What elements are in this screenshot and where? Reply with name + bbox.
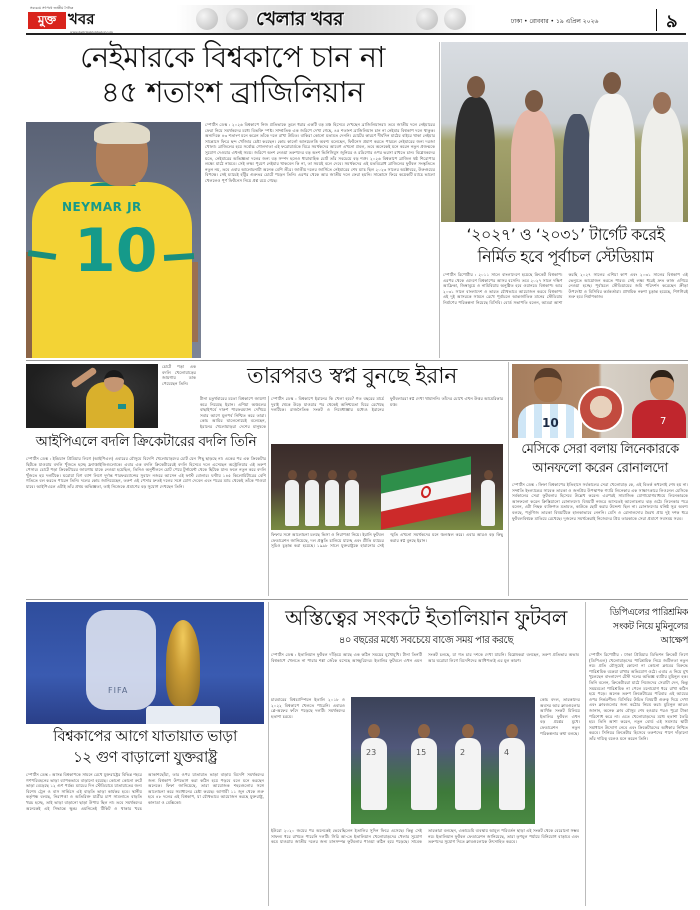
headline-line: মেসিকে সেরা বলায় লিনেকারকে — [521, 442, 679, 457]
headline-line: বিশ্বকাপের আগে যাতায়াত ভাড়া — [53, 727, 237, 745]
messi-shirt-number: 10 — [542, 416, 559, 430]
player-figure — [455, 738, 481, 810]
photo-detail — [511, 110, 555, 222]
photo-detail — [525, 90, 543, 112]
shirt-number: 2 — [460, 748, 466, 757]
headline-line: আক্ষেপ — [660, 635, 688, 646]
headline-line: সংকট নিয়ে মুমিনুলের — [612, 621, 688, 632]
photo-detail — [305, 480, 319, 526]
photo-stadium-visit[interactable] — [441, 42, 688, 222]
headline-mominul[interactable] — [589, 606, 688, 648]
photo-iran-team[interactable] — [271, 444, 503, 530]
photo-cricketer[interactable] — [26, 364, 158, 428]
headline-wc-travel[interactable] — [26, 726, 264, 768]
headline-line: ‘২০২৭’ ও ‘২০৩১’ টার্গেট করেই — [466, 225, 665, 244]
photo-neymar[interactable] — [26, 122, 201, 358]
player-figure — [499, 738, 525, 810]
football-icon — [416, 8, 438, 30]
shirt-number: 15 — [416, 748, 427, 757]
sports-collage-icon — [444, 8, 466, 30]
photo-detail — [86, 610, 156, 710]
section-divider — [26, 599, 688, 600]
story-body: কোচ বদল, তারকাদের অবসর আর ক্লাবগুলোর আর্থিক সংকট মিলিয়ে ইতালির ফুটবল এখন বড় প্রশ্নের মুখে। ফেডারেশন নতুন পরিকল্পনার কথা বলছে। — [540, 697, 580, 736]
photo-detail — [146, 706, 220, 724]
headline-line: আনফলো করেন রোনালদো — [532, 461, 668, 476]
player-figure — [411, 738, 437, 810]
column-divider — [268, 396, 269, 596]
story-body: স্পোর্টস ডেস্ক : ইতালিয়ান ফুটবল দাঁড়িয়ে আছে এক কঠিন সময়ের মুখোমুখি। টানা তিনটি বিশ্বকাপে খেলতে না পারার শঙ্কা জেঁকে বসেছে আজ্জুরিদের। ইতালির ফুটবলে এখন এমন সংকট চলছে, যা গত চার দশকে দেখা যায়নি। বিশ্লেষকরা বলছেন, তরুণ প্রতিভার অভাব আর ঘরোয়া লিগে বিদেশিদের আধিপত্যই এর মূল কারণ। — [271, 652, 579, 663]
column-divider — [439, 42, 440, 358]
story-body: স্পোর্টস ডেস্ক : আসন্ন বিশ্বকাপকে সামনে রেখে যুক্তরাষ্ট্রের বিভিন্ন শহরে গণপরিবহনের ভাড়া ব্যাপকভাবে বাড়ানো হয়েছে। কোনো কোনো রুটে ভাড়া বেড়েছে ১২ গুণ পর্যন্ত। ম্যাচের দিন স্টেডিয়ামে যাতায়াতের জন্য বিশেষ ট্রেন ও বাস সার্ভিসে এই বাড়তি ভাড়া কার্যকর হবে। স্থানীয় কর্তৃপক্ষ বলছে, নিরাপত্তা ও অতিরিক্ত যাত্রীর চাপ সামলাতে বাড়তি খরচ হচ্ছে, তাই ভাড়া বাড়ানো ছাড়া উপায় ছিল না। তবে সমর্থকদের অনেকেই এই সিদ্ধান্তে ক্ষুব্ধ। এমনিতেই টিকিট ও থাকার খরচ আকাশছোঁয়া, তার ওপর যাতায়াত ভাড়া বাড়ায় বিদেশি সমর্থকদের জন্য বিশ্বকাপ উপভোগ করা কঠিন হয়ে পড়বে বলে মনে করছেন অনেকে। ফিফা জানিয়েছে, তারা আয়োজক শহরগুলোর সঙ্গে আলোচনা করে সমাধানের চেষ্টা করছে। আগামী ১১ জুন থেকে শুরু হবে ৪৮ দলের এই বিশ্বকাপ, যা যৌথভাবে আয়োজন করছে যুক্তরাষ্ট্র, কানাডা ও মেক্সিকো। — [26, 772, 264, 811]
shirt-number: 23 — [366, 748, 377, 757]
headline-line: ডিপিএলের পারিশ্রমিক — [609, 607, 688, 618]
story-body: স্পোর্টস রিপোর্টার : ২০১১ সালে বাংলাদেশে হয়েছে ক্রিকেট বিশ্বকাপ। এরপর থেকে এদেশে বিশ্বকাপের আসর বসেনি। তবে ২০২৭ সালে দক্ষিণ আফ্রিকা, জিম্বাবুয়ে ও নামিবিয়ায় অনুষ্ঠিত হবে ওয়ানডে বিশ্বকাপ। আর ২০৩১ সালে বাংলাদেশ ও ভারত যৌথভাবে আয়োজন করবে বিশ্বকাপ। এই দুই আসরকে সামনে রেখে পূর্বাচলে আন্তর্জাতিক মানের স্টেডিয়াম নির্মাণের পরিকল্পনা নিয়েছে বিসিবি। বোর্ড সভাপতি বলেন, আমরা আশা করছি ২০২৭ সালের এশিয়া কাপ এবং ২০৩১ সালের বিশ্বকাপ এই ভেন্যুতে আয়োজন করতে পারব। সেই লক্ষ্য ধরেই দ্রুত কাজ এগিয়ে নেওয়া হচ্ছে। পূর্বাচলে স্টেডিয়ামের জমি পরিদর্শন করেছেন ক্রীড়া উপদেষ্টা ও বিসিবির কর্মকর্তারা। প্রাথমিক নকশা চূড়ান্ত হয়েছে, শিগগিরই শুরু হবে নির্মাণকাজ। — [443, 272, 688, 305]
subheadline-italy: ৪০ বছরের মধ্যে সবচেয়ে বাজে সময় পার করছে — [338, 635, 514, 646]
photo-detail — [632, 400, 686, 438]
headline-line: নির্মিত হবে পূর্বাচল স্টেডিয়াম — [477, 247, 654, 266]
section-title: খেলার খবর — [256, 8, 343, 30]
jersey-name: NEYMAR JR — [62, 200, 142, 214]
dateline: ঢাকা • রোববার • ১৯ এপ্রিল ২০২৬ — [511, 18, 599, 25]
ronaldo-shirt-number: 7 — [660, 416, 667, 427]
photo-detail — [325, 480, 339, 526]
fifa-label: FIFA — [108, 686, 129, 695]
logo-wordmark: খবর — [68, 10, 95, 28]
headline-stadium[interactable] — [443, 224, 688, 268]
story-body: ফিফার সঙ্গে আলোচনা চলছে ভিসা ও নিরাপত্তা নিয়ে। ইরানি ফুটবল ফেডারেশন জানিয়েছে, দল প্রস্তুতি চালিয়ে যাচ্ছে এবং প্রীতি ম্যাচের সূচিও চূড়ান্ত করা হয়েছে। ১৯৯৮ সালে যুক্তরাষ্ট্রকে হারানোর সেই স্মৃতি এখনো সমর্থকদের মনে জ্বলজ্বল করে। এবার আরও বড় কিছু করার স্বপ্ন বুনছে ইরান। — [271, 532, 503, 549]
photo-world-cup-trophy[interactable] — [26, 602, 264, 724]
photo-jersey — [32, 182, 192, 358]
column-divider — [585, 602, 586, 906]
story-side-text: চোটে পড়া এক বদলি খেলোয়াড়ের জায়গায় ডাক পেয়েছেন তিনি। — [162, 364, 196, 386]
story-body: স্পোর্টস ডেস্ক : ইন্ডিয়ান প্রিমিয়ার লিগে (আইপিএল) এবারের মৌসুমে বিদেশি খেলোয়াড়দের চোট যেন পিছু ছাড়ছে না। একের পর এক ক্রিকেটার ছিটকে যাওয়ায় বদলি খুঁজতে হচ্ছে ফ্র্যাঞ্চাইজিগুলোকে। এবার এক বদলি ক্রিকেটারেরই বদলি হিসেবে দলে এসেছেন অস্ট্রেলিয়ার এই তরুণ পেসার। চোটে পড়া ক্রিকেটারের জায়গায় যাকে নেওয়া হয়েছিল, তিনিও অনুশীলনে চোট পেয়ে টুর্নামেন্ট থেকে ছিটকে যান। ফলে নতুন করে বদলি খুঁজতে হয় দলটিকে। ঘরোয়া বিগ ব্যাশ লিগে দুর্দান্ত পারফরম্যান্সের সুবাদে নজরে আসেন এই ফাস্ট বোলার। ঘণ্টায় ১৪৫ কিলোমিটারের বেশি গতিতে বল করতে পারেন তিনি। দলের কোচ জানিয়েছেন, তরুণ এই পেসার দ্রুতই দলের সঙ্গে যোগ দেবেন এবং পরের ম্যাচ থেকেই তাঁকে পাওয়া যাবে। আইপিএলে এটাই তাঁর প্রথম অভিজ্ঞতা, তাই নিজেকে প্রমাণের বড় সুযোগ দেখছেন তিনি। — [26, 456, 266, 489]
photo-detail — [94, 122, 150, 144]
section-banner — [176, 5, 476, 33]
photo-messi-ronaldo[interactable] — [512, 364, 688, 438]
logo-url: www.dailymuktokhabor.com — [70, 30, 113, 34]
shirt-number: 4 — [504, 748, 510, 757]
headline-line: ১২ গুণ বাড়ালো যুক্তরাষ্ট্র — [73, 748, 217, 766]
photo-detail — [28, 250, 57, 260]
story-body: স্পোর্টস ডেস্ক : ২০২৬ বিশ্বকাপে নিজ প্রতিভাকে তুলে ধরার একটি বড় মঞ্চ হিসেবে দেখছেন ব্রাজিলিয়ানরা। তবে জাতীয় দলে নেইমারের ফেরা নিয়ে সমর্থকদের মধ্যে বিভক্তি স্পষ্ট। সাম্প্রতিক এক জরিপে দেখা গেছে, ৪৫ শতাংশ ব্রাজিলিয়ান চান না নেইমার বিশ্বকাপ দলে থাকুক। অন্যদিকে ৪৩ শতাংশ মনে করেন তাঁকে দলে রাখা উচিত। বাকিরা কোনো মতামত দেননি। চোটের কারণে দীর্ঘদিন মাঠের বাইরে থাকা নেইমার সান্তোসে ফিরে ছন্দ খোঁজার চেষ্টা করছেন। কোচ কার্লো আনচেলত্তি অবশ্য বলেছেন, ফিটনেস প্রমাণ করতে পারলে নেইমারের জন্য দরজা খোলা। ব্রাজিলের হয়ে সর্বোচ্চ গোলদাতা এই ফরোয়ার্ডকে ঘিরে সমর্থকদের আবেগ এখনো প্রবল, তবে অনেকেই মনে করেন নতুন প্রজন্মকে সুযোগ দেওয়ার এখনই সময়। জরিপে অংশ নেওয়া তরুণদের বড় অংশ ভিনিসিয়ুস জুনিয়র ও রদ্রিগোর ওপর ভরসা রাখতে চান। বিশ্লেষকদের মতে, নেইমারের অভিজ্ঞতা দলের জন্য বড় সম্পদ হলেও ধারাবাহিক চোট তাঁর সবচেয়ে বড় শত্রু। ২০২৬ বিশ্বকাপে ব্রাজিল ষষ্ঠ শিরোপার লক্ষ্যে মাঠে নামবে। সেই লক্ষ্য পূরণে নেইমার থাকবেন কি না, তা সময়ই বলে দেবে। সমর্থকদের এই মতবিরোধ ব্রাজিলের ফুটবল সংস্কৃতিতে নতুন নয়, তবে এবার আলোচনাটা অনেক বেশি তীব্র। জাতীয় দলের জার্সিতে নেইমারের শেষ ম্যাচ ছিল ২০২৩ সালের অক্টোবরে, উরুগুয়ের বিপক্ষে। সেই ম্যাচেই হাঁটুর গুরুতর চোটে পড়েন তিনি। এরপর থেকে আর জাতীয় দলে ফেরা হয়নি। সান্তোসে ফিরে কয়েকটি ম্যাচে ভালো খেললেও পূর্ণ ফিটনেস নিয়ে প্রশ্ন রয়ে গেছে। — [205, 122, 435, 183]
column-divider — [268, 602, 269, 906]
photo-detail — [455, 97, 495, 222]
headline-ipl[interactable]: আইপিএলে বদলি ক্রিকেটারের বদলি তিনি — [35, 434, 257, 450]
story-body: চারবারের বিশ্বচ্যাম্পিয়ন ইতালি ২০১৮ ও ২০২২ বিশ্বকাপে খেলতে পারেনি। এবারও প্লে-অফের ফাঁদে পড়েছে দলটি। সমর্থকদের হতাশা চরমে। — [271, 697, 345, 719]
photo-detail — [563, 114, 591, 222]
story-body: স্পোর্টস ডেস্ক : ফিফা বিশ্বকাপের ইতিহাসে সর্বকালের সেরা খেলোয়াড় কে, এই বিতর্ক কখনোই শেষ হয় না। সম্প্রতি ইংল্যান্ডের সাবেক তারকা ও জনপ্রিয় উপস্থাপক গ্যারি লিনেকার এক সাক্ষাৎকারে লিওনেল মেসিকে সর্বকালের সেরা ফুটবলার হিসেবে উল্লেখ করেন। এরপরই সামাজিক যোগাযোগমাধ্যমে লিনেকারকে আনফলো করেন ক্রিস্তিয়ানো রোনালদো। বিষয়টি নজরে আসতেই আলোচনার ঝড় ওঠে। লিনেকার পরে বলেন, এটা নিছক ব্যক্তিগত মতামত, কাউকে ছোট করার উদ্দেশ্য ছিল না। রোনালদোর ঘনিষ্ঠ সূত্র অবশ্য বলছে, পর্তুগিজ তারকা বিষয়টিকে হালকাভাবে নেননি। মেসি ও রোনালদোর দ্বৈরথ প্রায় দুই দশক ধরে ফুটবলবিশ্বকে মাতিয়ে রেখেছে। দুজনের সমর্থকেরাই নিজেদের প্রিয় তারকাকে সেরা প্রমাণে সবসময় সরব। — [512, 482, 688, 521]
photo-detail — [650, 370, 674, 400]
sports-collage-icon — [196, 8, 218, 30]
photo-italy-players[interactable] — [351, 697, 535, 824]
photo-detail — [467, 76, 485, 98]
inset-portrait — [578, 386, 624, 432]
headline-line: নেইমারকে বিশ্বকাপে চান না — [80, 40, 385, 74]
page-number: ৯ — [666, 11, 678, 32]
photo-detail — [118, 404, 126, 409]
newspaper-logo[interactable] — [26, 6, 146, 34]
masthead — [26, 5, 686, 35]
sports-collage-icon — [226, 8, 248, 30]
logo-tagline: সবচেয়ে সৎপথে জাতীয় দৈনিক — [30, 6, 74, 10]
headline-messi-ronaldo[interactable] — [512, 440, 688, 478]
trophy-icon — [166, 620, 200, 706]
headline-iran[interactable]: তারপরও স্বপ্ন বুনছে ইরান — [247, 364, 457, 389]
story-body: স্পোর্টস ডেস্ক : বিশ্বকাপে ইরানের কি খেলা হবে? গত বছরের মার্চে দুবাই থেকে উড়ে যাওয়ার পর থেকেই অনিশ্চয়তা ঘিরে রেখেছে দলটিকে। রাজনৈতিক সংকট ও নিষেধাজ্ঞার মধ্যেও ইরানের ফুটবলাররা স্বপ্ন দেখা থামাননি। তাঁদের চোখে এখন উত্তর আমেরিকার মঞ্চ। — [271, 396, 503, 413]
photo-detail — [603, 72, 621, 94]
headline-italy[interactable]: অস্তিত্বের সংকটে ইতালিয়ান ফুটবল — [285, 606, 567, 630]
logo-red-block: মুক্ত — [28, 12, 66, 29]
photo-detail — [653, 92, 671, 114]
photo-detail — [589, 94, 635, 222]
photo-detail — [534, 368, 562, 402]
headline-neymar[interactable] — [30, 40, 435, 110]
column-divider — [508, 362, 509, 596]
section-divider — [26, 360, 688, 361]
story-body: স্পোর্টস রিপোর্টার : ঢাকা প্রিমিয়ার ডিভিশন ক্রিকেট লিগে (ডিপিএল) খেলোয়াড়দের পারিশ্রমিক নিয়ে জটিলতা নতুন নয়। প্রতি মৌসুমেই কোনো না কোনো ক্লাবের বিরুদ্ধে পারিশ্রমিক বকেয়া রাখার অভিযোগ ওঠে। এবার এ নিয়ে মুখ খুলেছেন বাংলাদেশ টেস্ট দলের অভিজ্ঞ ব্যাটার মুমিনুল হক। তিনি বলেন, ক্রিকেটাররা মাঠে নিজেদের সেরাটা দেন, কিন্তু সময়মতো পারিশ্রমিক না পেলে মনোযোগ ধরে রাখা কঠিন হয়ে পড়ে। অনেক তরুণ ক্রিকেটারের পরিবার এই আয়ের ওপর নির্ভরশীল। বিসিবির উচিত বিষয়টি গুরুত্ব দিয়ে দেখা এবং ক্লাবগুলোর জন্য কঠোর নিয়ম করা। মুমিনুল আরও জানান, অনেক ক্লাব মৌসুম শেষ হওয়ার পরও পুরো টাকা পরিশোধ করে না। এতে খেলোয়াড়দের মধ্যে হতাশা তৈরি হয়। তিনি আশা করেন, নতুন বোর্ড এই সমস্যার স্থায়ী সমাধানে উদ্যোগ নেবে এবং ক্রিকেটারদের অধিকার নিশ্চিত করবে। সিনিয়র ক্রিকেটার হিসেবে তরুণদের পাশে দাঁড়ানো তাঁর দায়িত্ব বলেও মনে করেন তিনি। — [589, 652, 688, 741]
photo-detail — [104, 370, 124, 392]
photo-detail — [164, 253, 194, 261]
photo-detail — [345, 480, 359, 526]
photo-detail — [285, 480, 299, 526]
photo-detail — [481, 480, 495, 526]
iran-flag — [381, 456, 471, 529]
story-body: টানা চতুর্থবারের মতো বিশ্বকাপে জায়গা করে নিয়েছে ইরান। এশিয়া অঞ্চলের বাছাইপর্বে দারুণ পারফরম্যান্স দেখিয়ে সবার আগে মূলপর্ব নিশ্চিত করে তারা। কোচ আমির ঘালেনোয়েই বলেছেন, ইরানের খেলোয়াড়রা দেশের মানুষকে — [200, 396, 266, 429]
story-body: ইউরো ২০২০ জয়ের পর অনেকেই ভেবেছিলেন ইতালির সুদিন ফিরে এসেছে। কিন্তু সেই সাফল্য ধরে রাখতে পারেনি দলটি। সিরি আ-তে ইতালিয়ান খেলোয়াড়দের খেলার সুযোগ কমে যাওয়ায় জাতীয় দলের জন্য মানসম্পন্ন ফুটবলার পাওয়া কঠিন হয়ে পড়েছে। সাবেক তারকারা বলছেন, একাডেমি ব্যবস্থায় আমূল পরিবর্তন ছাড়া এই সংকট থেকে বেরোনো সম্ভব নয়। ইতালিয়ান ফুটবল ফেডারেশন জানিয়েছে, তারা তৃণমূল পর্যায়ে বিনিয়োগ বাড়াবে এবং তরুণদের সুযোগ দিতে ক্লাবগুলোকে উৎসাহিত করবে। — [271, 828, 579, 845]
player-figure — [361, 738, 387, 810]
photo-detail — [641, 106, 683, 222]
headline-line: ৪৫ শতাংশ ব্রাজিলিয়ান — [100, 75, 365, 109]
divider — [656, 9, 657, 31]
jersey-number: 10 — [74, 216, 158, 286]
